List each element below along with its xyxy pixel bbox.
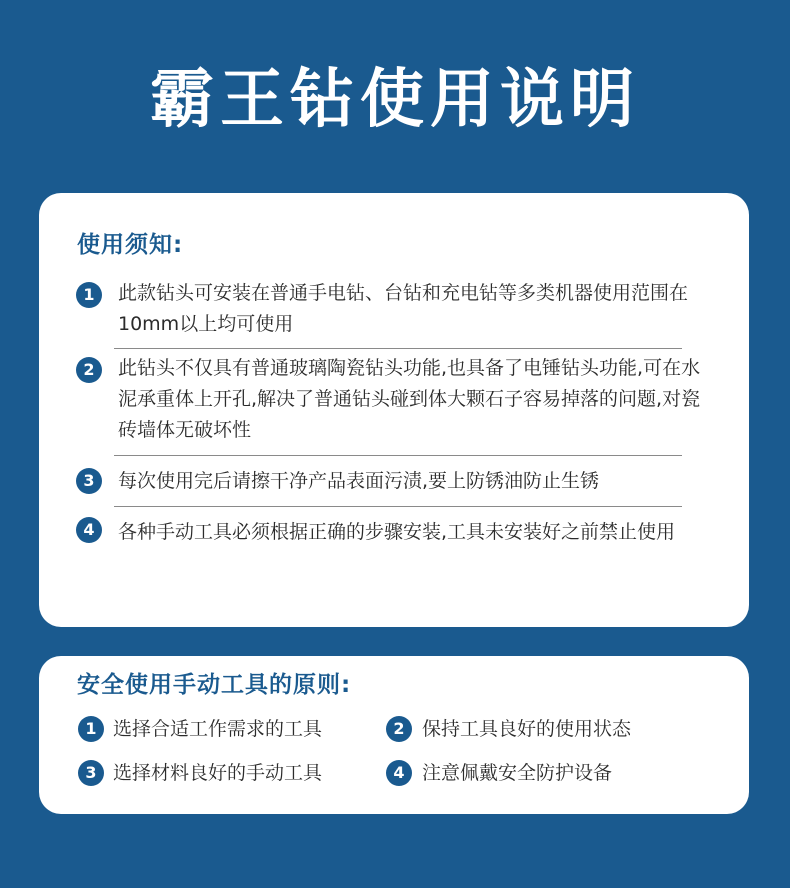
principle-item-2: 保持工具良好的使用状态 xyxy=(422,718,632,740)
notice-item-1: 此款钻头可安装在普通手电钻、台钻和充电钻等多类机器使用范围在10mm以上均可使用 xyxy=(118,282,689,335)
item-number-badge: 4 xyxy=(76,517,102,543)
item-number-badge: 1 xyxy=(78,716,104,742)
principle-item-4: 注意佩戴安全防护设备 xyxy=(422,762,613,784)
divider xyxy=(114,506,682,507)
divider xyxy=(114,455,682,456)
notice-item-2: 此钻头不仅具有普通玻璃陶瓷钻头功能,也具备了电锤钻头功能,可在水泥承重体上开孔,解决了普通钻头碰到体大颗石子容易掉落的问题,对瓷砖墙体无破坏性 xyxy=(118,357,701,441)
safety-principles-card xyxy=(39,656,749,814)
principle-item-1: 选择合适工作需求的工具 xyxy=(113,718,323,740)
item-number-badge: 4 xyxy=(386,760,412,786)
safety-principles-heading: 安全使用手动工具的原则: xyxy=(77,672,352,698)
page-title: 霸王钻使用说明 xyxy=(150,63,640,137)
principle-item-3: 选择材料良好的手动工具 xyxy=(113,762,323,784)
divider xyxy=(114,348,682,349)
usage-notice-heading: 使用须知: xyxy=(77,232,184,258)
item-number-badge: 1 xyxy=(76,282,102,308)
item-number-badge: 2 xyxy=(386,716,412,742)
item-number-badge: 3 xyxy=(76,468,102,494)
usage-notice-card xyxy=(39,193,749,627)
notice-item-4: 各种手动工具必须根据正确的步骤安装,工具未安装好之前禁止使用 xyxy=(118,521,676,543)
item-number-badge: 2 xyxy=(76,357,102,383)
item-number-badge: 3 xyxy=(78,760,104,786)
notice-item-3: 每次使用完后请擦干净产品表面污渍,要上防锈油防止生锈 xyxy=(118,470,600,492)
